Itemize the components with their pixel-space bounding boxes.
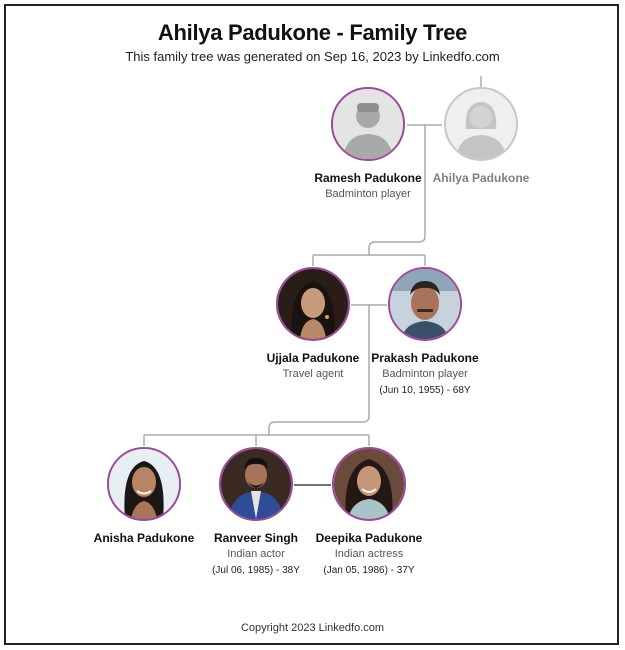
person-occupation-deepika: Indian actress xyxy=(334,548,404,560)
person-dates-prakash: (Jun 10, 1955) - 68Y xyxy=(379,385,471,396)
male-placeholder-icon xyxy=(333,89,403,159)
person-occupation-ranveer: Indian actor xyxy=(227,548,285,560)
person-name-anisha: Anisha Padukone xyxy=(93,531,195,545)
avatar-anisha-padukone[interactable] xyxy=(107,447,181,521)
person-occupation-prakash: Badminton player xyxy=(382,368,468,380)
copyright-footer: Copyright 2023 Linkedfo.com xyxy=(240,622,385,634)
ranveer-portrait xyxy=(221,449,291,519)
anisha-portrait xyxy=(109,449,179,519)
female-placeholder-icon xyxy=(446,89,516,159)
page-subtitle: This family tree was generated on Sep 16, 2023 by Linkedfo.com xyxy=(125,49,500,64)
page-title: Ahilya Padukone - Family Tree xyxy=(157,20,468,45)
person-name-prakash: Prakash Padukone xyxy=(371,351,479,365)
person-occupation-ujjala: Travel agent xyxy=(282,368,344,380)
avatar-deepika-padukone[interactable] xyxy=(332,447,406,521)
person-dates-ranveer: (Jul 06, 1985) - 38Y xyxy=(212,565,300,576)
person-name-ujjala: Ujjala Padukone xyxy=(266,351,360,365)
person-name-deepika: Deepika Padukone xyxy=(315,531,423,545)
ujjala-portrait xyxy=(278,269,348,339)
avatar-ramesh-padukone[interactable] xyxy=(331,87,405,161)
avatar-ranveer-singh[interactable] xyxy=(219,447,293,521)
person-occupation-ramesh: Badminton player xyxy=(325,188,411,200)
avatar-ahilya-padukone[interactable] xyxy=(444,87,518,161)
avatar-prakash-padukone[interactable] xyxy=(388,267,462,341)
person-name-ranveer: Ranveer Singh xyxy=(213,531,299,545)
prakash-portrait xyxy=(390,269,460,339)
avatar-ujjala-padukone[interactable] xyxy=(276,267,350,341)
person-name-ahilya: Ahilya Padukone xyxy=(432,171,530,185)
person-dates-deepika: (Jan 05, 1986) - 37Y xyxy=(323,565,415,576)
deepika-portrait xyxy=(334,449,404,519)
person-name-ramesh: Ramesh Padukone xyxy=(314,171,422,185)
